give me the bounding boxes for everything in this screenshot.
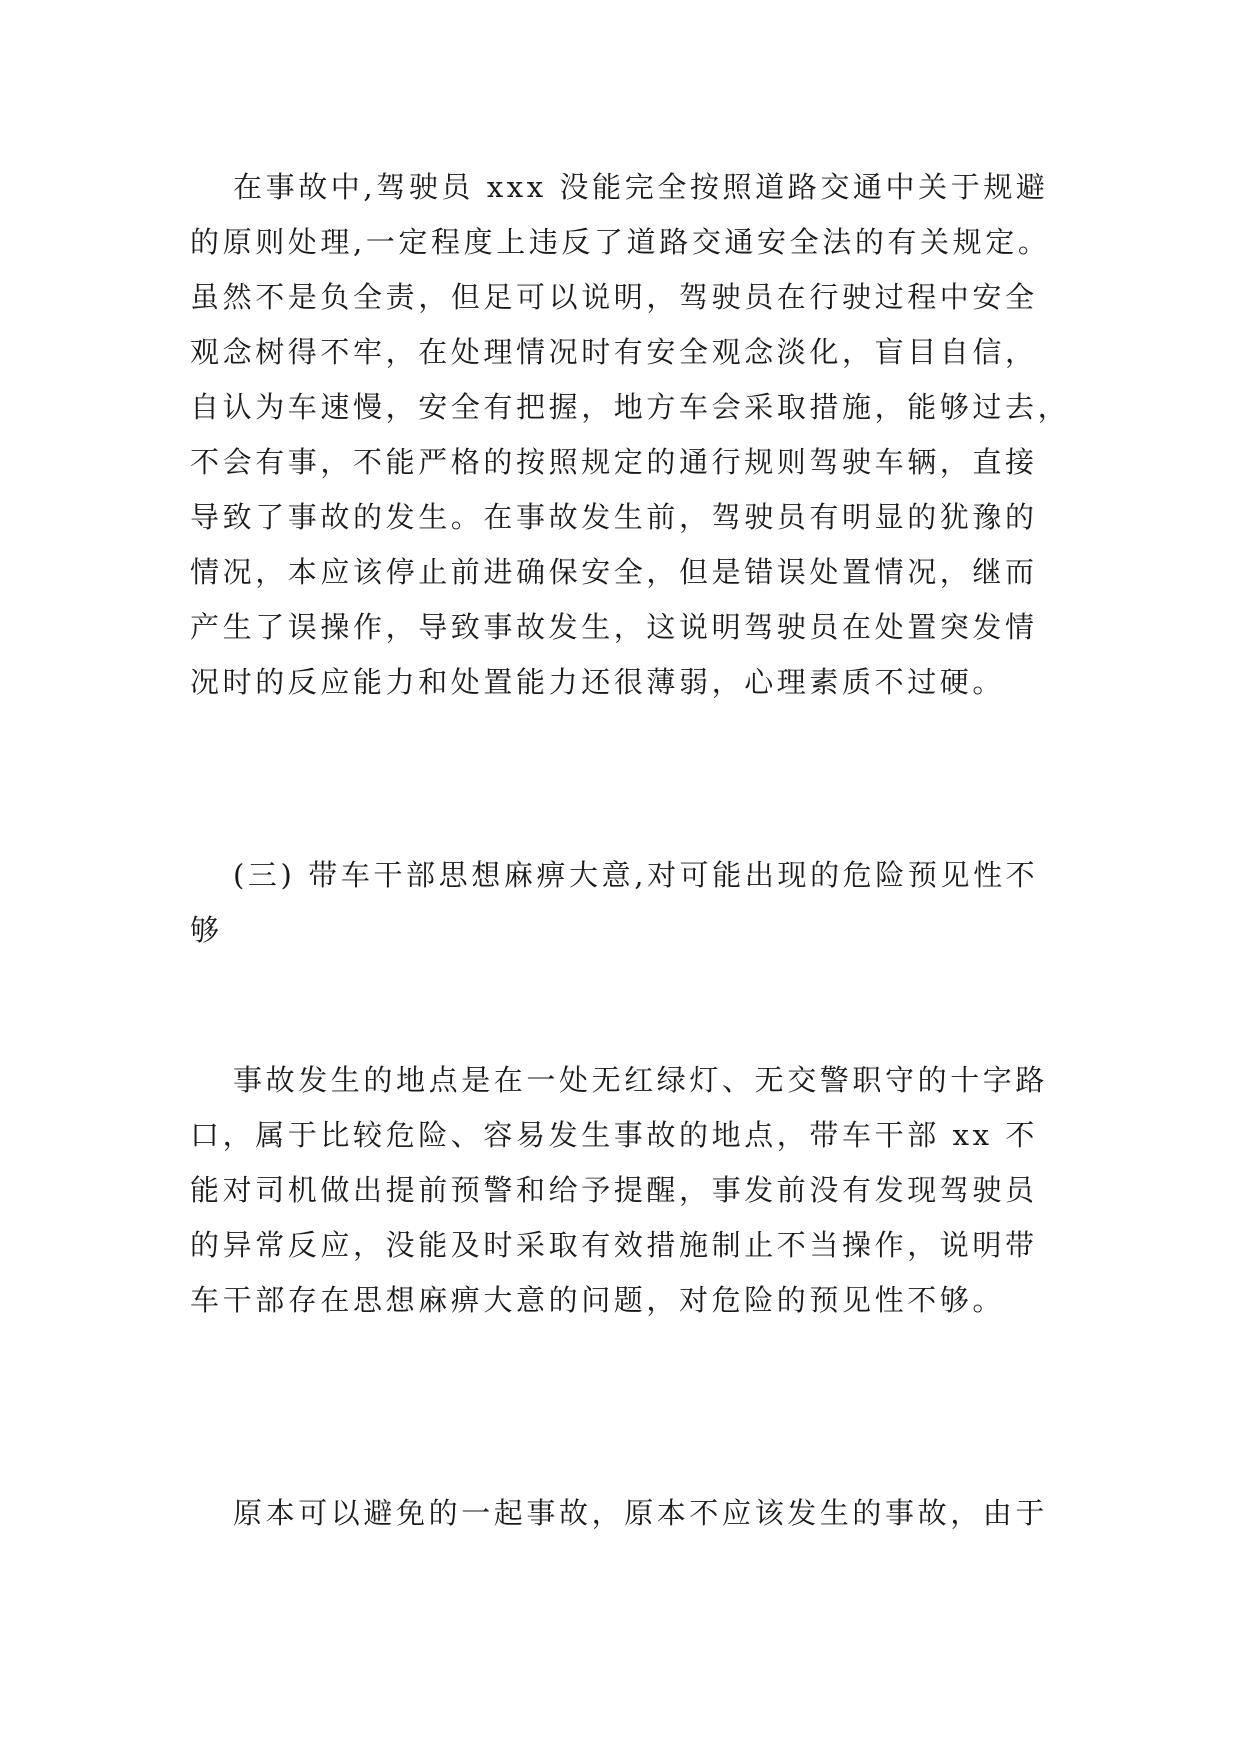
paragraph-2-line-2: 口，属于比较危险、容易发生事故的地点，带车干部 xx 不 — [190, 1118, 1038, 1152]
paragraph-1-line-4: 观念树得不牢，在处理情况时有安全观念淡化，盲目自信， — [190, 335, 1038, 369]
paragraph-1-line-3: 虽然不是负全责，但足可以说明，驾驶员在行驶过程中安全 — [190, 280, 1038, 314]
paragraph-1-line-5: 自认为车速慢，安全有把握，地方车会采取措施，能够过去， — [190, 390, 1071, 424]
paragraph-3-line-1: 原本可以避免的一起事故，原本不应该发生的事故，由于 — [233, 1496, 1049, 1530]
section-heading-line-2: 够 — [190, 913, 223, 947]
section-heading-line-1: (三) 带车干部思想麻痹大意,对可能出现的危险预见性不 — [233, 858, 1039, 892]
paragraph-1-line-2: 的原则处理,一定程度上违反了道路交通安全法的有关规定。 — [190, 225, 1051, 259]
paragraph-1-line-10: 况时的反应能力和处置能力还很薄弱，心理素质不过硬。 — [190, 665, 1006, 699]
paragraph-1-line-9: 产生了误操作，导致事故发生，这说明驾驶员在处置突发情 — [190, 610, 1038, 644]
paragraph-2-line-1: 事故发生的地点是在一处无红绿灯、无交警职守的十字路 — [233, 1063, 1049, 1097]
paragraph-2-line-4: 的异常反应，没能及时采取有效措施制止不当操作，说明带 — [190, 1228, 1038, 1262]
paragraph-1-line-6: 不会有事，不能严格的按照规定的通行规则驾驶车辆，直接 — [190, 445, 1038, 479]
paragraph-2-line-5: 车干部存在思想麻痹大意的问题，对危险的预见性不够。 — [190, 1283, 1006, 1317]
paragraph-1-line-8: 情况，本应该停止前进确保安全，但是错误处置情况，继而 — [190, 555, 1038, 589]
paragraph-1-line-1: 在事故中,驾驶员 xxx 没能完全按照道路交通中关于规避 — [233, 170, 1049, 204]
paragraph-2-line-3: 能对司机做出提前预警和给予提醒，事发前没有发现驾驶员 — [190, 1173, 1038, 1207]
paragraph-1-line-7: 导致了事故的发生。在事故发生前，驾驶员有明显的犹豫的 — [190, 500, 1038, 534]
